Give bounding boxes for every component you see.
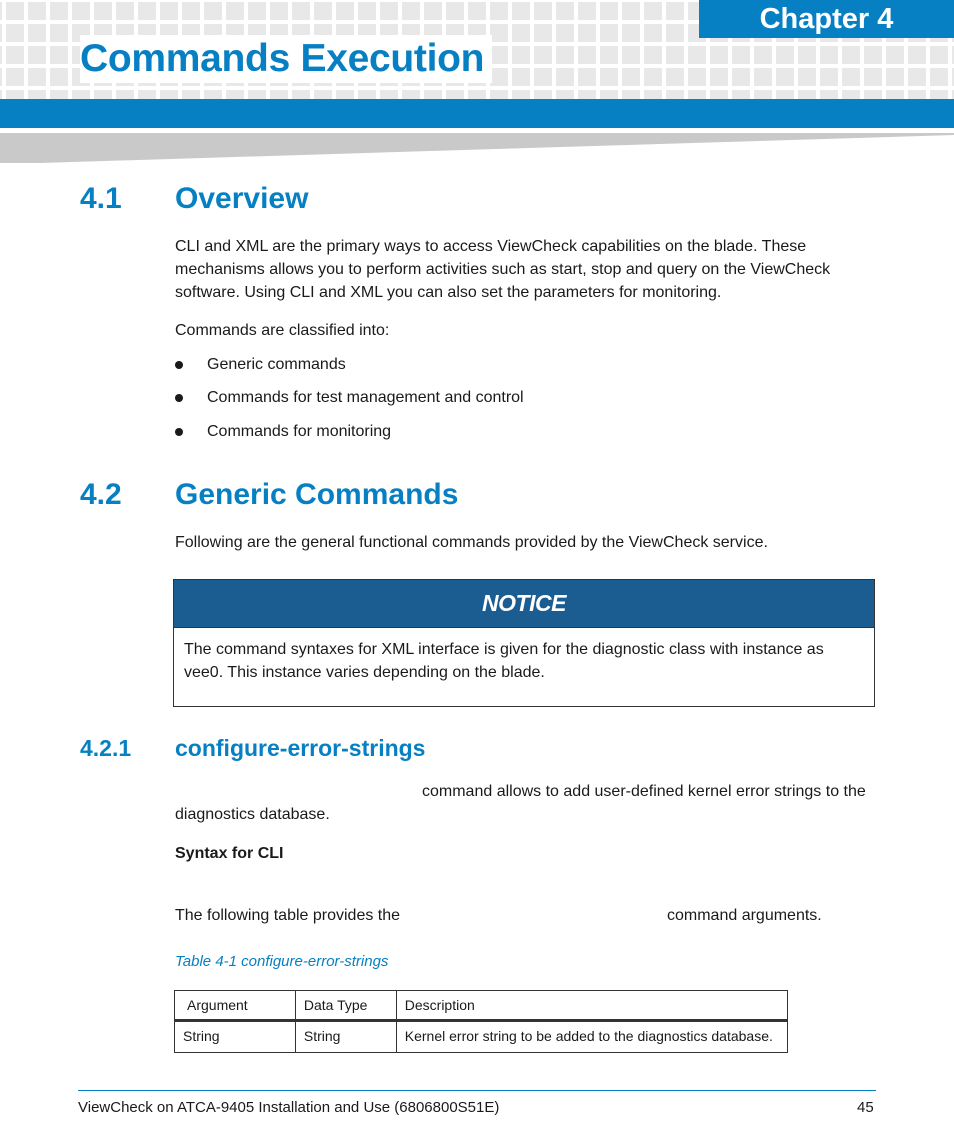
notice-label: NOTICE — [482, 590, 566, 616]
overview-paragraph: CLI and XML are the primary ways to access ViewCheck capabilities on the blade. These mechanisms allows you to perform activities such as start, stop and query on the ViewCheck software. Using CLI and XML you can also set the parameters for monitoring. — [175, 238, 831, 301]
section-title: Overview — [175, 182, 309, 215]
page-title: Commands Execution — [80, 35, 492, 83]
subsection-number: 4.2.1 — [80, 735, 132, 761]
section-heading-overview — [80, 182, 780, 222]
subsection-title: configure-error-strings — [175, 735, 426, 761]
table-header-cell: Argument — [175, 991, 296, 1021]
section-number: 4.1 — [80, 182, 122, 215]
subsection-heading-configure-error-strings — [80, 735, 780, 765]
command-description: command allows to add user-defined kernel error strings to the diagnostics database. — [175, 783, 866, 823]
table-cell: String — [295, 1021, 396, 1053]
table-cell: String — [175, 1021, 296, 1053]
table-header-row — [175, 991, 788, 1021]
table-header-cell: Data Type — [295, 991, 396, 1021]
footer-document-title: ViewCheck on ATCA-9405 Installation and Use (6806800S51E) — [78, 1099, 500, 1116]
table-caption: Table 4-1 configure-error-strings — [175, 953, 389, 970]
list-item-text: Commands for monitoring — [207, 423, 392, 440]
footer-rule — [78, 1090, 876, 1091]
page-number: 45 — [857, 1099, 874, 1116]
list-item — [175, 353, 775, 376]
list-item — [175, 420, 775, 443]
list-item-text: Commands for test management and control — [207, 389, 524, 406]
bullet-icon — [175, 361, 183, 369]
list-item-text: Generic commands — [207, 356, 346, 373]
classification-intro: Commands are classified into: — [175, 322, 390, 339]
arguments-table — [174, 990, 788, 1053]
list-item — [175, 386, 775, 409]
table-header-cell: Description — [396, 991, 787, 1021]
table-intro-start: The following table provides the — [175, 907, 401, 924]
section-heading-generic-commands — [80, 478, 780, 518]
bullet-icon — [175, 394, 183, 402]
section-number: 4.2 — [80, 478, 122, 511]
table-intro-end: command arguments. — [667, 907, 822, 924]
generic-commands-paragraph: Following are the general functional commands provided by the ViewCheck service. — [175, 534, 768, 551]
section-title: Generic Commands — [175, 478, 459, 511]
table-row — [175, 1021, 788, 1053]
bullet-icon — [175, 428, 183, 436]
table-cell: Kernel error string to be added to the diagnostics database. — [396, 1021, 787, 1053]
syntax-label: Syntax for CLI — [175, 845, 284, 862]
notice-text: The command syntaxes for XML interface is given for the diagnostic class with instance as vee0. This instance varies depending on the blade. — [184, 641, 824, 681]
header-gray-wedge — [0, 133, 954, 163]
chapter-label: Chapter 4 — [699, 0, 954, 38]
notice-box — [173, 579, 875, 707]
notice-header — [174, 580, 874, 628]
header-blue-bar — [0, 99, 954, 128]
